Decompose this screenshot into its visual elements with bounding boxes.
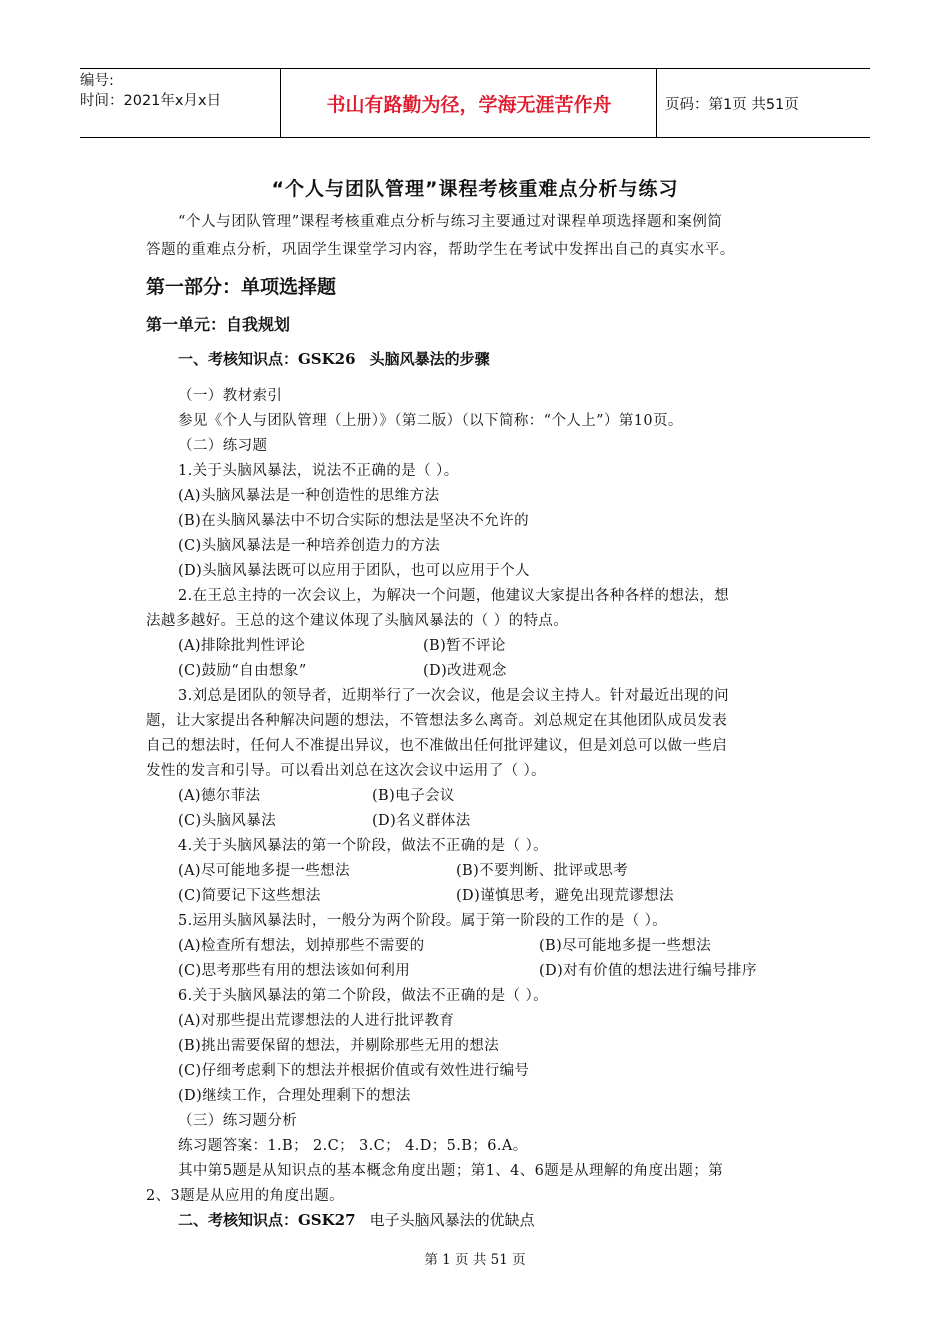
textbook-reference: 参见《个人与团队管理（上册）》（第二版）（以下简称：“个人上”）第10页。 (178, 413, 683, 429)
question-1-option-b: (B)在头脑风暴法中不切合实际的想法是坚决不允许的 (178, 513, 529, 529)
question-2-option-b: (B)暂不评论 (423, 638, 506, 654)
question-2-option-a: (A)排除批判性评论 (178, 638, 306, 654)
header-page-info: 页码：第1页 共51页 (665, 96, 799, 113)
question-3-stem-line-1: 3.刘总是团队的领导者，近期举行了一次会议，他是会议主持人。针对最近出现的问 (178, 688, 730, 704)
knowledge-point-topic: 电子头脑风暴法的优缺点 (369, 1211, 535, 1229)
question-4-option-c: (C)简要记下这些想法 (178, 888, 321, 904)
question-5-option-c: (C)思考那些有用的想法该如何利用 (178, 963, 411, 979)
question-5-option-d: (D)对有价值的想法进行编号排序 (539, 963, 757, 979)
part-heading: 第一部分：单项选择题 (146, 276, 337, 298)
question-3-option-c: (C)头脑风暴法 (178, 813, 277, 829)
question-1-option-a: (A)头脑风暴法是一种创造性的思维方法 (178, 488, 440, 504)
question-5-stem: 5.运用头脑风暴法时，一般分为两个阶段。属于第一阶段的工作的是（ ）。 (178, 913, 668, 929)
intro-line-2: 答题的重难点分析，巩固学生课堂学习内容，帮助学生在考试中发挥出自己的真实水平。 (146, 242, 735, 258)
header-divider (656, 69, 657, 137)
document-title: “个人与团队管理”课程考核重难点分析与练习 (271, 178, 679, 200)
question-6-option-c: (C)仔细考虑剩下的想法并根据价值或有效性进行编号 (178, 1063, 530, 1079)
document-header (80, 68, 870, 138)
question-2-option-c: (C)鼓励“自由想象” (178, 663, 307, 679)
unit-heading: 第一单元：自我规划 (146, 315, 291, 334)
question-2-option-d: (D)改进观念 (423, 663, 507, 679)
section-exercise-analysis: （三）练习题分析 (178, 1113, 298, 1129)
question-3-option-b: (B)电子会议 (372, 788, 455, 804)
question-1-option-c: (C)头脑风暴法是一种培养创造力的方法 (178, 538, 441, 554)
analysis-line-2: 2、3题是从应用的角度出题。 (146, 1188, 345, 1204)
knowledge-point-label: 二、考核知识点：GSK27 (178, 1211, 356, 1229)
intro-line-1: “个人与团队管理”课程考核重难点分析与练习主要通过对课程单项选择题和案例简 (178, 214, 723, 230)
question-6-option-a: (A)对那些提出荒谬想法的人进行批评教育 (178, 1013, 455, 1029)
section-textbook-index: （一）教材索引 (178, 388, 283, 404)
question-6-stem: 6.关于头脑风暴法的第二个阶段，做法不正确的是（ ）。 (178, 988, 548, 1004)
question-3-stem-line-3: 自己的想法时，任何人不准提出异议，也不准做出任何批评建议，但是刘总可以做一些启 (146, 738, 728, 754)
knowledge-point-heading (178, 348, 490, 369)
question-1-option-d: (D)头脑风暴法既可以应用于团队，也可以应用于个人 (178, 563, 530, 579)
section-exercises: （二）练习题 (178, 438, 268, 454)
question-2-stem-line-1: 2.在王总主持的一次会议上，为解决一个问题，他建议大家提出各种各样的想法，想 (178, 588, 730, 604)
question-3-option-a: (A)德尔菲法 (178, 788, 261, 804)
question-3-option-d: (D)名义群体法 (372, 813, 471, 829)
knowledge-point-label: 一、考核知识点：GSK26 (178, 350, 356, 368)
header-slogan: 书山有路勤为径，学海无涯苦作舟 (326, 93, 612, 116)
question-6-option-b: (B)挑出需要保留的想法，并剔除那些无用的想法 (178, 1038, 500, 1054)
knowledge-point-heading (178, 1209, 535, 1230)
knowledge-point-topic: 头脑风暴法的步骤 (369, 350, 490, 368)
question-6-option-d: (D)继续工作，合理处理剩下的想法 (178, 1088, 411, 1104)
document-time-label: 时间：2021年x月x日 (80, 93, 222, 109)
exercise-answers: 练习题答案：1.B； 2.C； 3.C； 4.D；5.B；6.A。 (178, 1138, 528, 1154)
question-1-stem: 1.关于头脑风暴法，说法不正确的是（ ）。 (178, 463, 459, 479)
header-divider (280, 69, 281, 137)
question-4-option-a: (A)尽可能地多提一些想法 (178, 863, 350, 879)
header-meta (80, 69, 280, 139)
question-5-option-a: (A)检查所有想法，划掉那些不需要的 (178, 938, 425, 954)
question-4-stem: 4.关于头脑风暴法的第一个阶段，做法不正确的是（ ）。 (178, 838, 548, 854)
analysis-line-1: 其中第5题是从知识点的基本概念角度出题；第1、4、6题是从理解的角度出题；第 (178, 1163, 724, 1179)
question-3-stem-line-2: 题，让大家提出各种解决问题的想法，不管想法多么离奇。刘总规定在其他团队成员发表 (146, 713, 728, 729)
question-2-stem-line-2: 法越多越好。王总的这个建议体现了头脑风暴法的（ ）的特点。 (146, 613, 569, 629)
question-4-option-d: (D)谨慎思考，避免出现荒谬想法 (456, 888, 674, 904)
question-5-option-b: (B)尽可能地多提一些想法 (539, 938, 712, 954)
document-number-label: 编号: (80, 73, 114, 89)
page-footer: 第 1 页 共 51 页 (424, 1252, 526, 1268)
question-4-option-b: (B)不要判断、批评或思考 (456, 863, 629, 879)
question-3-stem-line-4: 发性的发言和引导。可以看出刘总在这次会议中运用了（ ）。 (146, 763, 547, 779)
